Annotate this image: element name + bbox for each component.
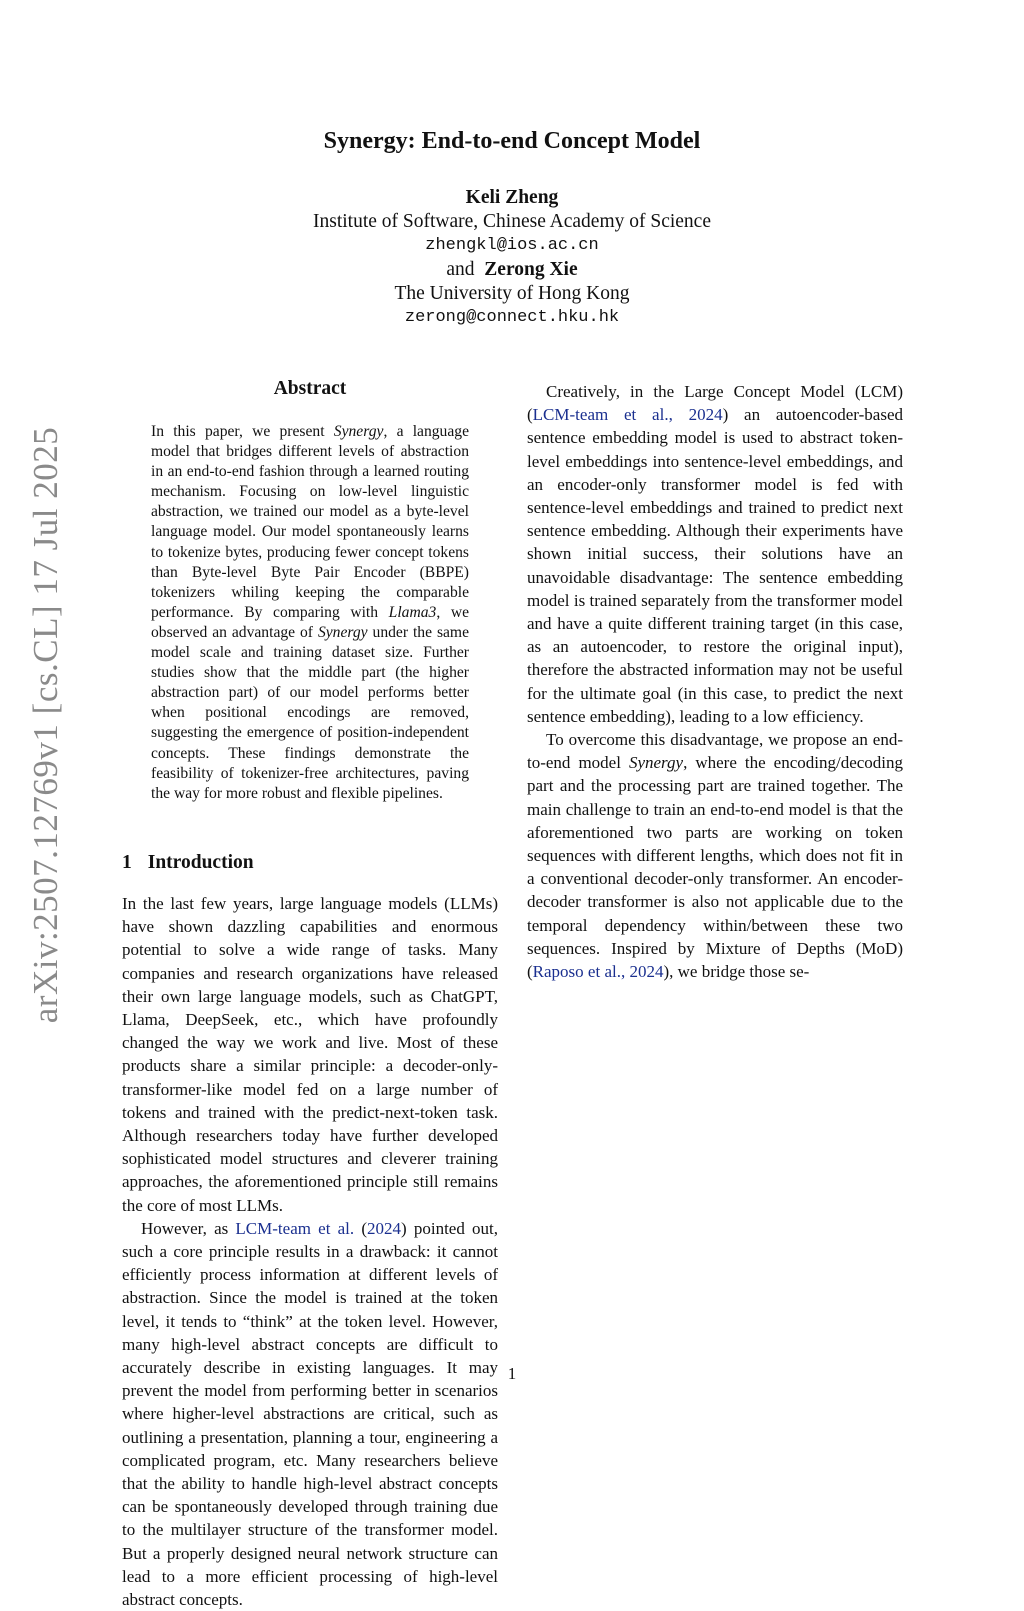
author-1-affiliation: Institute of Software, Chinese Academy of Science [312, 211, 711, 232]
citation-link-raposo-2024[interactable]: Raposo et al., 2024 [532, 962, 664, 982]
paragraph-text: ) an autoencoder-based sentence embedding model is used to abstract token-level embeddings into sentence-level embeddings, and an encoder-only transformer model is fed with sentence-level embeddings and trained to predict next sentence embedding. Although their experiments have shown initial success, their solutions have an unavoidable disadvantage: The sentence embedding model is trained separately from the transformer model and have a quite different training target (in this case, as an autoencoder, to restore the original input), therefore the abstracted information may not be useful for the ultimate goal (in this case, to predict the next sentence embedding), leading to a low efficiency. [527, 405, 903, 726]
paragraph-text: , where the encoding/decoding part and the processing part are trained together. The main challenge to train an end-to-end model is that the aforementioned two parts are working on token sequences with different lengths, which does not fit in a conventional decoder-only transformer. An encoder-decoder transformer is also not applicable due to the temporal dependency within/between these two sequences. Inspired by Mixture of Depths (MoD) ( [527, 753, 904, 982]
paragraph-emphasis: Synergy [628, 753, 684, 773]
abstract-text: In this paper, we present [151, 423, 334, 440]
body-column-left [122, 892, 498, 1611]
section-title: Introduction [147, 852, 254, 873]
arxiv-stamp-text: arXiv:2507.12769v1 [cs.CL] 17 Jul 2025 [26, 426, 66, 1024]
abstract-text: under the same model scale and training dataset size. Further studies show that the middle part (the higher abstraction part) of our model performs better when positional encodings are removed, suggesting the emergence of position-independent concepts. These findings demonstrate the feasibility of tokenizer-free architectures, paving the way for more robust and flexible pipelines. [151, 623, 469, 802]
page-number: 1 [507, 1364, 517, 1383]
author-block [0, 186, 1024, 330]
citation-link-lcm-year[interactable]: 2024 [366, 1218, 401, 1238]
intro-paragraph-2 [122, 1217, 498, 1611]
abstract-body [151, 422, 469, 804]
paragraph-text: ( [354, 1218, 367, 1238]
paragraph-text: ) [400, 1218, 407, 1238]
citation-link-lcm-team[interactable]: LCM-team et al. [235, 1218, 355, 1238]
paragraph-text: ), we bridge those se- [663, 962, 810, 982]
citation-link-lcm-team-2024[interactable]: LCM-team et al., 2024 [532, 405, 723, 425]
abstract-emphasis: Synergy [317, 623, 368, 641]
paragraph-text: pointed out, such a core principle results in a drawback: it cannot efficiently process information at different levels of abstraction. Since the model is trained at the token level, it tends to “think” at the token level. However, many high-level abstract concepts are difficult to accurately describe in existing languages. It may prevent the model from performing better in scenarios where higher-level abstractions are critical, such as outlining a presentation, planning a tour, engineering a complicated program, etc. Many researchers believe that the ability to handle high-level abstract concepts can be spontaneously developed through training due to the multilayer structure of the transformer model. But a properly designed neural network structure can lead to a more efficient processing of high-level abstract concepts. [122, 1218, 498, 1610]
intro-paragraph-3 [527, 380, 903, 728]
intro-paragraph-1: In the last few years, large language models (LLMs) have shown dazzling capabilities and enormous potential to solve a wide range of tasks. Many companies and research organizations have released their own large language models, such as ChatGPT, Llama, DeepSeek, etc., which have profoundly changed the way we work and live. Most of these products share a similar principle: a decoder-only-transformer-like model fed on a large number of tokens and trained with the predict-next-token task. Although researchers today have further developed sophisticated model structures and cleverer training approaches, the aforementioned principle still remains the core of most LLMs. [122, 894, 498, 1215]
section-heading-introduction [122, 852, 502, 874]
author-1-name: Keli Zheng [465, 187, 559, 208]
abstract-heading: Abstract [273, 378, 347, 399]
paragraph-text: Creatively, in the Large Concept Model (LCM) ( [527, 382, 903, 425]
paragraph-text: However, as [141, 1218, 236, 1238]
abstract-emphasis: Llama3 [388, 603, 437, 621]
author-2-affiliation: The University of Hong Kong [394, 283, 630, 304]
author-2-name: Zerong Xie [484, 259, 578, 280]
abstract-emphasis: Synergy [333, 423, 384, 440]
abstract-text: , we observed an advantage of [151, 603, 469, 641]
intro-paragraph-4 [527, 728, 903, 983]
author-2-email: zerong@connect.hku.hk [404, 308, 620, 327]
author-1-email: zhengkl@ios.ac.cn [425, 236, 599, 255]
section-number: 1 [122, 852, 132, 873]
author-and: and [446, 259, 475, 280]
abstract-text: , a language model that bridges different levels of abstraction in an end-to-end fashion through a learned routing mechanism. Focusing on low-level linguistic abstraction, we trained our model as a byte-level language model. Our model spontaneously learns to tokenize bytes, producing fewer concept tokens than Byte-level Byte Pair Encoder (BBPE) tokenizers whiling keeping the comparable performance. By comparing with [151, 423, 469, 621]
paragraph-text: To overcome this disadvantage, we propose an end-to-end model [527, 730, 903, 773]
paper-title: Synergy: End-to-end Concept Model [323, 128, 701, 154]
author-2-line [0, 258, 1024, 282]
body-column-right [527, 380, 903, 983]
arxiv-identifier-stamp [24, 426, 68, 1024]
